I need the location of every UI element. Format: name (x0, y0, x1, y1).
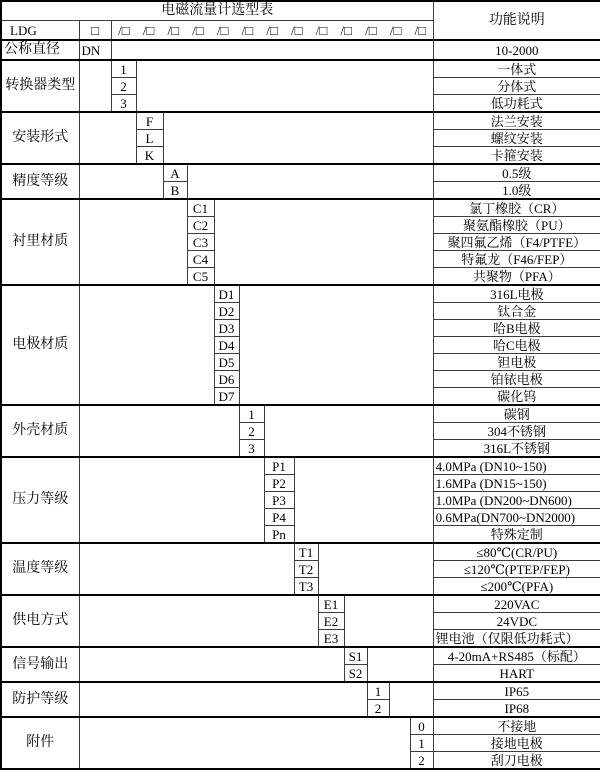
model-checkbox: □ (79, 21, 111, 41)
group-label: 衬里材质 (1, 199, 79, 285)
spacer (79, 285, 214, 405)
option-code: D7 (214, 388, 239, 406)
option-desc: 碳化钨 (433, 388, 600, 406)
slot-checkbox: /□ (340, 22, 352, 38)
option-desc: 特氟龙（F46/FEP） (433, 251, 600, 268)
option-code: D3 (214, 320, 239, 337)
option-code: E3 (318, 630, 344, 648)
option-desc: 220VAC (433, 595, 600, 613)
option-code: P4 (264, 509, 294, 526)
option-code: 2 (111, 78, 136, 95)
spacer (79, 60, 111, 112)
slot-checkbox: /□ (414, 22, 427, 38)
group-label: 电极材质 (1, 285, 79, 405)
slot-checkbox: /□ (192, 22, 204, 38)
option-code: 1 (410, 735, 433, 752)
option-code: 2 (239, 423, 264, 440)
option-code: L (136, 130, 163, 147)
option-desc: 一体式 (433, 60, 600, 78)
group-label: 精度等级 (1, 164, 79, 199)
option-code: C1 (187, 199, 214, 217)
spacer (187, 164, 433, 199)
slot-checkbox: /□ (365, 22, 377, 38)
group-label: 温度等级 (1, 543, 79, 595)
group-label: 防护等级 (1, 682, 79, 717)
slot-row (112, 24, 433, 37)
option-desc: 特殊定制 (433, 526, 600, 544)
spacer (264, 405, 433, 457)
option-desc: ≤80℃(CR/PU) (433, 543, 600, 561)
option-desc: 法兰安装 (433, 112, 600, 130)
option-desc: 钛合金 (433, 303, 600, 320)
option-code: C5 (187, 268, 214, 286)
slot-checkbox: /□ (266, 22, 278, 38)
option-code: E2 (318, 613, 344, 630)
option-code: P3 (264, 492, 294, 509)
option-desc: 锂电池（仅限低功耗式） (433, 630, 600, 648)
option-desc: 氯丁橡胶（CR） (433, 199, 600, 217)
option-code: B (163, 182, 187, 200)
option-desc: 钽电极 (433, 354, 600, 371)
model-code-label: LDG (1, 21, 79, 41)
spacer (79, 543, 294, 595)
spacer (79, 199, 187, 285)
option-desc: 1.0级 (433, 182, 600, 200)
slot-checkbox: /□ (315, 22, 328, 38)
spacer (79, 682, 367, 717)
option-desc: 低功耗式 (433, 95, 600, 113)
option-desc: 铂铱电极 (433, 371, 600, 388)
option-desc: 接地电极 (433, 735, 600, 752)
option-desc: HART (433, 665, 600, 683)
spacer (136, 60, 433, 112)
option-code: E1 (318, 595, 344, 613)
option-code: K (136, 147, 163, 165)
option-desc: 1.6MPa (DN15~150) (433, 475, 600, 492)
option-desc: 聚氨酯橡胶（PU） (433, 217, 600, 234)
spacer (79, 112, 136, 164)
option-code: 1 (367, 682, 389, 700)
spacer (239, 285, 433, 405)
option-code: P1 (264, 457, 294, 475)
option-code: D1 (214, 285, 239, 303)
group-label: 外壳材质 (1, 405, 79, 457)
table-title: 电磁流量计选型表 (1, 1, 433, 21)
option-code: 1 (111, 60, 136, 78)
option-desc: ≤200℃(PFA) (433, 578, 600, 596)
option-code: S1 (344, 647, 367, 665)
option-desc: ≤120℃(PTEP/FEP) (433, 561, 600, 578)
group-label: 压力等级 (1, 457, 79, 543)
option-code: D4 (214, 337, 239, 354)
option-desc: 不接地 (433, 717, 600, 735)
spacer (79, 647, 344, 682)
spacer (79, 717, 410, 769)
option-desc: 哈B电极 (433, 320, 600, 337)
slot-checkbox: /□ (241, 22, 254, 38)
option-desc: 316L不锈钢 (433, 440, 600, 458)
group-label: 转换器类型 (1, 60, 79, 112)
option-code: C2 (187, 217, 214, 234)
option-code: T2 (294, 561, 318, 578)
slot-checkbox: /□ (389, 22, 402, 38)
spacer (79, 405, 239, 457)
slot-checkbox: /□ (118, 22, 130, 38)
slot-checkbox: /□ (142, 22, 155, 38)
spacer (79, 457, 264, 543)
slot-checkbox: /□ (216, 22, 229, 38)
option-desc: 316L电极 (433, 285, 600, 303)
option-desc: 4.0MPa (DN10~150) (433, 457, 600, 475)
spacer (79, 595, 318, 647)
option-code: C4 (187, 251, 214, 268)
function-column-header: 功能说明 (433, 1, 600, 40)
spacer (79, 164, 163, 199)
option-code: T1 (294, 543, 318, 561)
option-code: T3 (294, 578, 318, 596)
option-code: S2 (344, 665, 367, 683)
group-label: 信号输出 (1, 647, 79, 682)
spacer (344, 595, 433, 647)
spacer (389, 682, 433, 717)
option-desc: 螺纹安装 (433, 130, 600, 147)
option-desc: 0.6MPa(DN700~DN2000) (433, 509, 600, 526)
group-label: 供电方式 (1, 595, 79, 647)
option-desc: 刮刀电极 (433, 752, 600, 770)
group-label: 安装形式 (1, 112, 79, 164)
option-code: D2 (214, 303, 239, 320)
option-desc: 304不锈钢 (433, 423, 600, 440)
option-code: F (136, 112, 163, 130)
option-code: 3 (239, 440, 264, 458)
option-desc: 24VDC (433, 613, 600, 630)
option-desc: 0.5级 (433, 164, 600, 182)
option-desc: 1.0MPa (DN200~DN600) (433, 492, 600, 509)
slot-checkbox: /□ (167, 22, 179, 38)
option-code: C3 (187, 234, 214, 251)
option-code: 2 (367, 700, 389, 718)
option-desc: 卡箍安装 (433, 147, 600, 165)
option-code: 2 (410, 752, 433, 770)
option-code: Pn (264, 526, 294, 544)
group-label-dn: 公称直径 (1, 40, 79, 60)
option-desc: 分体式 (433, 78, 600, 95)
option-desc: IP68 (433, 700, 600, 718)
option-desc: 共聚物（PFA） (433, 268, 600, 286)
option-code: D6 (214, 371, 239, 388)
option-code: 0 (410, 717, 433, 735)
group-label: 附件 (1, 717, 79, 769)
spacer (214, 199, 433, 285)
option-desc: 聚四氟乙烯（F4/PTFE） (433, 234, 600, 251)
spacer (163, 112, 433, 164)
option-desc: 4-20mA+RS485（标配） (433, 647, 600, 665)
option-desc: 哈C电极 (433, 337, 600, 354)
option-desc: 碳钢 (433, 405, 600, 423)
spacer (111, 40, 433, 60)
spacer (367, 647, 433, 682)
desc-dn: 10-2000 (433, 40, 600, 60)
code-slot-strip (111, 21, 433, 41)
option-code: 3 (111, 95, 136, 113)
option-code: A (163, 164, 187, 182)
option-code: 1 (239, 405, 264, 423)
slot-checkbox: /□ (291, 22, 303, 38)
spacer (294, 457, 433, 543)
code-dn: DN (79, 40, 111, 60)
option-desc: IP65 (433, 682, 600, 700)
option-code: P2 (264, 475, 294, 492)
spacer (318, 543, 433, 595)
option-code: D5 (214, 354, 239, 371)
